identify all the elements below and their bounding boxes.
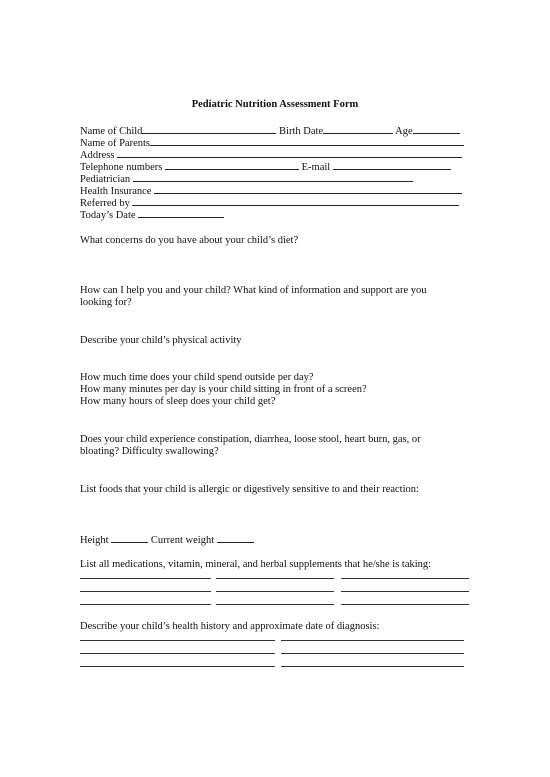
medication-line[interactable]	[341, 604, 469, 605]
medication-line[interactable]	[80, 591, 211, 592]
row-height-weight	[80, 533, 254, 547]
field-todays-date[interactable]	[138, 208, 224, 218]
label-current-weight: Current weight	[150, 535, 215, 546]
label-telephone-numbers: Telephone numbers	[80, 162, 163, 173]
question-screen-minutes: How many minutes per day is your child sitting in front of a screen?	[80, 384, 367, 395]
medication-line[interactable]	[216, 578, 334, 579]
health-history-line[interactable]	[281, 653, 464, 654]
question-digestion-line2: bloating? Difficulty swallowing?	[80, 446, 219, 457]
label-referred-by: Referred by	[80, 198, 130, 209]
label-address: Address	[80, 150, 115, 161]
question-sleep-hours: How many hours of sleep does your child get?	[80, 396, 276, 407]
medication-line[interactable]	[216, 591, 334, 592]
field-height[interactable]	[111, 533, 148, 543]
health-history-line[interactable]	[80, 653, 275, 654]
medication-line[interactable]	[216, 604, 334, 605]
label-age: Age	[395, 126, 413, 137]
medication-line[interactable]	[80, 578, 211, 579]
field-birth-date[interactable]	[323, 124, 393, 134]
label-height: Height	[80, 535, 109, 546]
question-help-line2: looking for?	[80, 297, 132, 308]
medication-line[interactable]	[341, 578, 469, 579]
label-name-of-parents: Name of Parents	[80, 138, 150, 149]
field-age[interactable]	[413, 124, 460, 134]
field-name-of-parents[interactable]	[150, 136, 464, 146]
field-email[interactable]	[333, 160, 451, 170]
field-referred-by[interactable]	[132, 196, 459, 206]
form-title: Pediatric Nutrition Assessment Form	[191, 99, 359, 110]
label-birth-date: Birth Date	[279, 126, 324, 137]
question-digestion-line1: Does your child experience constipation, diarrhea, loose stool, heart burn, gas, or	[80, 434, 421, 445]
label-email: E-mail	[301, 162, 331, 173]
field-address[interactable]	[117, 148, 462, 158]
health-history-line[interactable]	[80, 666, 275, 667]
label-todays-date: Today’s Date	[80, 210, 136, 221]
question-allergies: List foods that your child is allergic or digestively sensitive to and their reaction:	[80, 484, 419, 495]
question-diet-concerns: What concerns do you have about your child’s diet?	[80, 235, 299, 246]
question-help-line1: How can I help you and your child? What kind of information and support are you	[80, 285, 427, 296]
label-health-insurance: Health Insurance	[80, 186, 152, 197]
row-todays-date	[80, 208, 224, 222]
label-name-of-child: Name of Child	[80, 126, 143, 137]
field-telephone-numbers[interactable]	[165, 160, 299, 170]
health-history-line[interactable]	[281, 640, 464, 641]
question-health-history: Describe your child’s health history and approximate date of diagnosis:	[80, 621, 380, 632]
field-health-insurance[interactable]	[154, 184, 462, 194]
question-time-outside: How much time does your child spend outside per day?	[80, 372, 314, 383]
health-history-line[interactable]	[281, 666, 464, 667]
field-current-weight[interactable]	[217, 533, 254, 543]
medication-line[interactable]	[341, 591, 469, 592]
question-medications: List all medications, vitamin, mineral, and herbal supplements that he/she is taking:	[80, 559, 432, 570]
field-pediatrician[interactable]	[133, 172, 413, 182]
label-pediatrician: Pediatrician	[80, 174, 131, 185]
field-name-of-child[interactable]	[142, 124, 276, 134]
medication-line[interactable]	[80, 604, 211, 605]
question-physical-activity: Describe your child’s physical activity	[80, 335, 242, 346]
health-history-line[interactable]	[80, 640, 275, 641]
